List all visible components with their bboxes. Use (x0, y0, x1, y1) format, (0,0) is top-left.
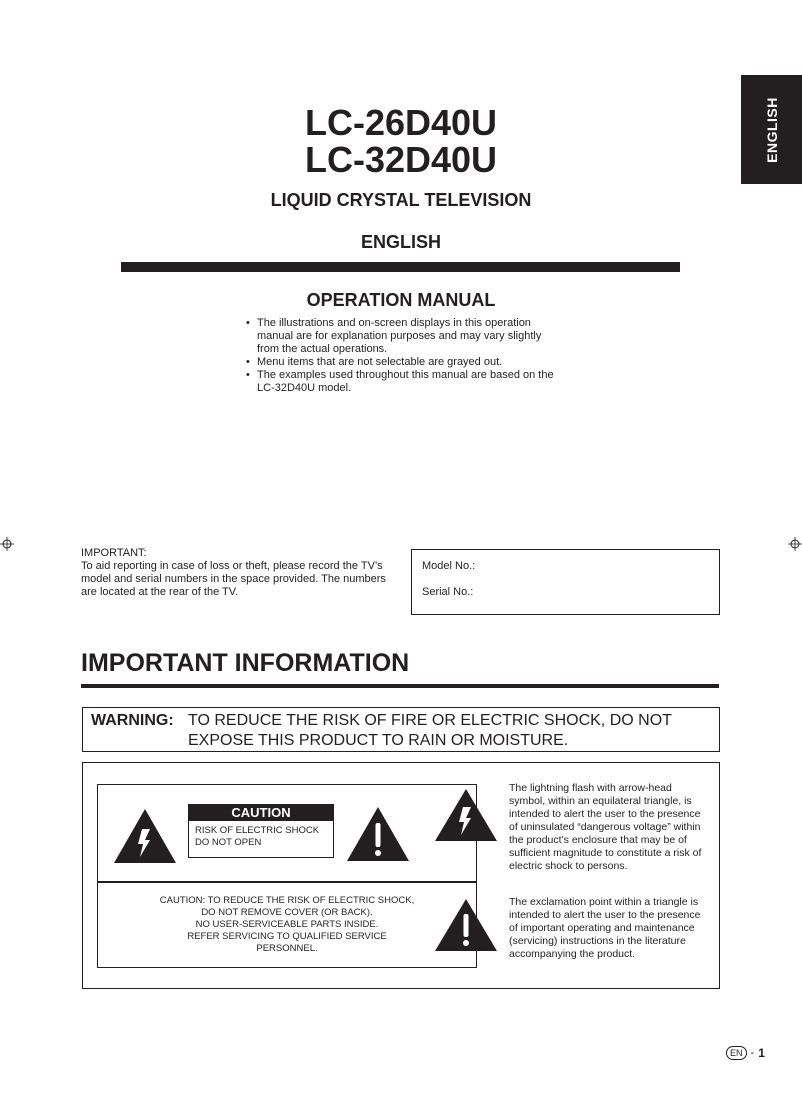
section-title: IMPORTANT INFORMATION (81, 649, 410, 677)
caution-panel-text (195, 825, 319, 849)
lightning-warning-icon (112, 807, 178, 865)
list-item: • The illustrations and on-screen displays in this operation manual are for explanation purposes and may vary slightly from the actual operations. (245, 317, 565, 356)
record-box (411, 549, 720, 615)
language-code-badge: EN (726, 1046, 747, 1060)
inner-divider (98, 881, 476, 883)
page-number (726, 1046, 765, 1060)
section-rule (81, 684, 719, 688)
title-divider (121, 262, 680, 272)
model-number-label: Model No.: (422, 560, 476, 572)
exclamation-explanation: The exclamation point within a triangle is intended to alert the user to the presence of important operating and maintenance (servicing) instructions in the literature accompanying the product. (509, 896, 701, 960)
caution-notice-line: DO NOT REMOVE COVER (OR BACK). (201, 907, 373, 918)
page-separator: - (750, 1047, 755, 1059)
caution-notice-line: CAUTION: TO REDUCE THE RISK OF ELECTRIC SHOCK, (159, 895, 415, 906)
warning-label: WARNING: (91, 712, 174, 729)
registration-mark-icon (788, 537, 802, 551)
exclamation-symbol-icon (433, 897, 499, 953)
model-number: LC-26D40U (304, 102, 498, 143)
product-name: LIQUID CRYSTAL TELEVISION (270, 190, 532, 210)
list-item: • The examples used throughout this manual are based on the LC-32D40U model. (245, 369, 565, 395)
page-number-value: 1 (758, 1046, 765, 1060)
lightning-symbol-icon (433, 787, 499, 843)
manual-notes-list (245, 317, 565, 395)
caution-line: DO NOT OPEN (195, 837, 262, 848)
warning-text: TO REDUCE THE RISK OF FIRE OR ELECTRIC SHOCK, DO NOT EXPOSE THIS PRODUCT TO RAIN OR MOISTURE. (188, 712, 672, 749)
caution-panel (188, 804, 334, 858)
caution-line: RISK OF ELECTRIC SHOCK (195, 825, 320, 836)
model-number: LC-32D40U (304, 139, 498, 180)
caution-notice-line: REFER SERVICING TO QUALIFIED SERVICE (187, 931, 387, 942)
lightning-explanation: The lightning flash with arrow-head symbol, within an equilateral triangle, is intended to alert the user to the presence of uninsulated “dangerous voltage” within the product’s enclosure that may be of sufficient magnitude to constitute a risk of electric shock to persons. (509, 782, 702, 872)
caution-label-illustration (97, 784, 477, 968)
safety-symbols-box (82, 762, 720, 989)
important-heading: IMPORTANT: (81, 547, 147, 559)
registration-mark-icon (0, 537, 14, 551)
caution-notice (98, 895, 476, 955)
side-tab-label: ENGLISH (763, 96, 780, 163)
manual-title: OPERATION MANUAL (306, 290, 496, 310)
list-item: • Menu items that are not selectable are grayed out. (245, 356, 565, 369)
important-text: To aid reporting in case of loss or theft, please record the TV’s model and serial numbers in the space provided. The numbers are located at the rear of the TV. (81, 560, 386, 598)
warning-box (82, 707, 720, 752)
caution-notice-line: NO USER-SERVICEABLE PARTS INSIDE. (195, 919, 379, 930)
exclamation-warning-icon (345, 805, 411, 863)
language-heading: ENGLISH (360, 232, 441, 252)
important-note (81, 547, 401, 599)
caution-notice-line: PERSONNEL. (256, 943, 318, 954)
serial-number-label: Serial No.: (422, 586, 474, 598)
caution-heading: CAUTION (189, 805, 333, 821)
